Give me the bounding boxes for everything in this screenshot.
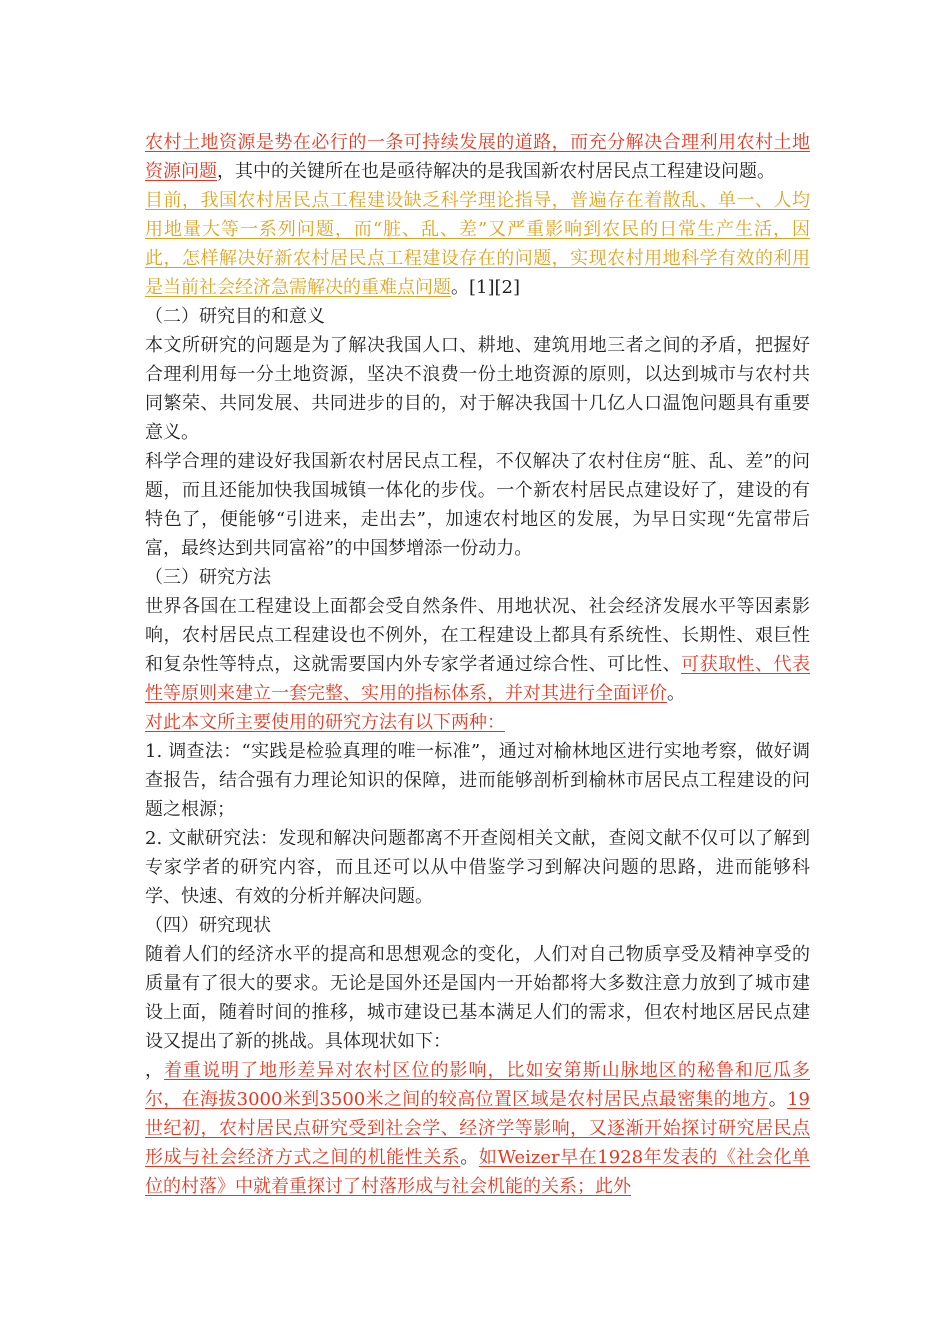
paragraph-text: ，其中的关键所在也是亟待解决的是我国新农村居民点工程建设问题。 [217,161,775,182]
paragraph-2 [145,186,810,302]
annotation-red: 19世纪初，农村居民点研究受到社会学、经济学等影响，又逐渐开始探讨研究居民点形成与社会经济方式之间的机能性关系 [145,1089,810,1168]
annotation-red: 对此本文所主要使用的研究方法有以下两种： [145,712,505,733]
section-heading-2: （二）研究目的和意义 [145,306,325,327]
paragraph-6 [145,708,810,737]
paragraph-9: 随着人们的经济水平的提高和思想观念的变化，人们对自己物质享受及精神享受的质量有了很大的要求。无论是国外还是国内一开始都将大多数注意力放到了城市建设上面，随着时间的推移，城市建设已基本满足人们的需求，但农村地区居民点建设又提出了新的挑战。具体现状如下： [145,944,810,1052]
paragraph-7: 1. 调查法：“实践是检验真理的唯一标准”，通过对榆林地区进行实地考察，做好调查报告，结合强有力理论知识的保障，进而能够剖析到榆林市居民点工程建设的问题之根源； [145,741,810,820]
paragraph-text: 。[1][2] [451,277,520,298]
paragraph-10 [145,1056,810,1201]
paragraph-text: 。 [667,683,685,704]
paragraph-text: 。 [768,1089,788,1110]
paragraph-4: 科学合理的建设好我国新农村居民点工程，不仅解决了农村住房“脏、乱、差”的问题，而且还能加快我国城镇一体化的步伐。一个新农村居民点建设好了，建设的有特色了，便能够“引进来，走出去”，加速农村地区的发展，为早日实现“先富带后富，最终达到共同富裕”的中国梦增添一份动力。 [145,451,810,559]
annotation-orange: 目前，我国农村居民点工程建设缺乏科学理论指导，普遍存在着散乱、单一、人均用地量大等一系列问题，而“脏、乱、差”又严重影响到农民的日常生产生活，因此，怎样解决好新农村居民点工程建设存在的问题，实现农村用地科学有效的利用是当前社会经济急需解决的重难点问题 [145,190,810,298]
paragraph-text: ， [145,1060,165,1081]
paragraph-8: 2. 文献研究法：发现和解决问题都离不开查阅相关文献，查阅文献不仅可以了解到专家学者的研究内容，而且还可以从中借鉴学习到解决问题的思路，进而能够科学、快速、有效的分析并解决问题。 [145,828,810,907]
annotation-red: 可获取性、代表性等原则来建立一套完整、实用的指标体系，并对其进行全面评价 [145,654,811,704]
annotation-red: 农村土地资源是势在必行的一条可持续发展的道路，而充分解决合理利用农村土地资源问题 [145,132,810,182]
paragraph-text: 。 [460,1147,479,1168]
paragraph-3: 本文所研究的问题是为了解决我国人口、耕地、建筑用地三者之间的矛盾，把握好合理利用每一分土地资源，坚决不浪费一份土地资源的原则，以达到城市与农村共同繁荣、共同发展、共同进步的目的，对于解决我国十几亿人口温饱问题具有重要意义。 [145,335,810,443]
section-heading-4: （四）研究现状 [145,915,271,936]
annotation-red: 如Weizer早在1928年发表的《社会化单位的村落》中就着重探讨了村落形成与社会机能的关系；此外 [145,1147,811,1197]
paragraph-5 [145,592,810,708]
section-heading-3: （三）研究方法 [145,567,271,588]
document-page [145,128,810,1201]
paragraph-text: 世界各国在工程建设上面都会受自然条件、用地状况、社会经济发展水平等因素影响，农村居民点工程建设也不例外，在工程建设上都具有系统性、长期性、艰巨性和复杂性等特点，这就需要国内外专家学者通过综合性、可比性、 [145,596,810,675]
paragraph-1 [145,128,810,186]
annotation-red: 着重说明了地形差异对农村区位的影响，比如安第斯山脉地区的秘鲁和厄瓜多尔，在海拔3000米到3500米之间的较高位置区域是农村居民点最密集的地方 [145,1060,810,1110]
